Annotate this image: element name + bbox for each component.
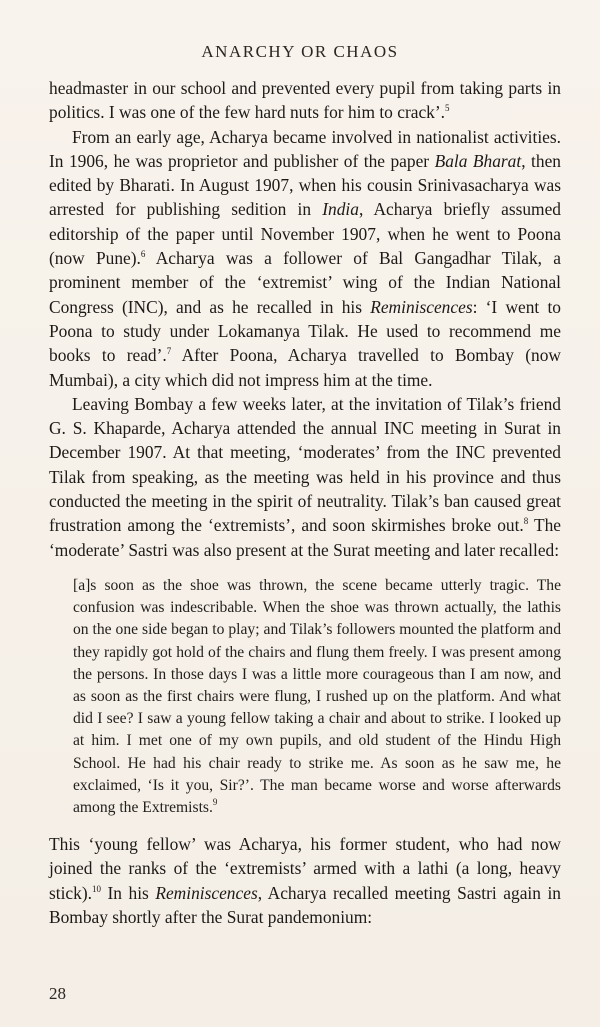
paragraph-text: Acharya was a follower of Bal Gangadhar Tilak, a prominent member of the ‘extremist’ wing of the Indian National Congress (INC), and as he recalled in his: [49, 248, 561, 317]
paragraph-text: : ‘I went to Poona to study under Lokamanya Tilak. He used to recommend me books to read’.: [49, 296, 561, 366]
paragraph-text: , then edited by Bharati. In August 1907, when his cousin Srinivasacharya was arrested for publishing sedition in: [49, 150, 561, 220]
footnote-ref-7: 7: [166, 346, 172, 357]
quote-text: [a]s soon as the shoe was thrown, the scene became utterly tragic. The confusion was indescribable. When the shoe was thrown actually, the lathis on the one side began to play; and Tilak’s followers mounted the platform and they rapidly got hold of the chairs and flung them freely. I was present among the persons. In those days I was a little more courageous than I am now, and as soon as the first chairs were flung, I rushed up on the platform. And what did I see? I saw a young fellow taking a chair and about to strike. I looked up at him. I met one of my own pupils, and old student of the Hindu High School. He had his chair ready to strike me. As soon as he saw me, he exclaimed, ‘Is it you, Sir?’. The man became worse and worse afterwards among the Extremists.: [73, 576, 561, 816]
paragraph-4: [49, 832, 561, 929]
footnote-ref-8: 8: [523, 516, 529, 527]
footnote-ref-6: 6: [140, 249, 146, 260]
paragraph-text: , Acharya briefly assumed editorship of the paper until November 1907, when he went to Poona (now Pune).: [49, 199, 561, 269]
paragraph-text: In his: [100, 882, 156, 903]
paragraph-text: , Acharya recalled meeting Sastri again in Bombay shortly after the Surat pandemonium:: [49, 882, 561, 928]
paragraph-text: This ‘young fellow’ was Acharya, his former student, who had now joined the ranks of the ‘extremists’ armed with a lathi (a long, heavy stick).: [49, 834, 561, 903]
paragraph-1: [49, 76, 561, 125]
paragraph-2: [49, 125, 561, 392]
paragraph-text: From an early age, Acharya became involved in nationalist activities. In 1906, he was proprietor and publisher of the paper: [49, 126, 561, 171]
page-number: 28: [49, 984, 66, 1003]
footnote-ref-9: 9: [212, 796, 218, 807]
main-text: [49, 76, 561, 929]
italic-title-reminiscences: Reminiscences: [370, 296, 473, 317]
paragraph-text: The ‘moderate’ Sastri was also present at the Surat meeting and later recalled:: [49, 515, 561, 560]
block-quote: [49, 575, 561, 819]
footnote-ref-5: 5: [445, 103, 450, 114]
paragraph-3: [49, 392, 561, 562]
footnote-ref-10: 10: [91, 883, 101, 894]
paragraph-text: headmaster in our school and prevented every pupil from taking parts in politics. I was one of the few hard nuts for him to crack’.: [49, 78, 561, 123]
italic-title-reminiscences: Reminiscences: [155, 882, 258, 903]
paragraph-text: After Poona, Acharya travelled to Bombay (now Mumbai), a city which did not impress him at the time.: [49, 345, 561, 390]
italic-title-bala-bharat: Bala Bharat: [434, 150, 522, 171]
paragraph-text: Leaving Bombay a few weeks later, at the invitation of Tilak’s friend G. S. Khaparde, Acharya attended the annual INC meeting in Surat in December 1907. At that meeting, ‘moderates’ from the INC prevented Tilak from speaking, as the meeting was held in his province and thus conducted the meeting in the spirit of neutrality. Tilak’s ban caused great frustration among the ‘extremists’, and soon skirmishes broke out.: [49, 393, 561, 536]
running-head: ANARCHY OR CHAOS: [201, 42, 399, 61]
italic-title-india: India: [322, 199, 359, 220]
